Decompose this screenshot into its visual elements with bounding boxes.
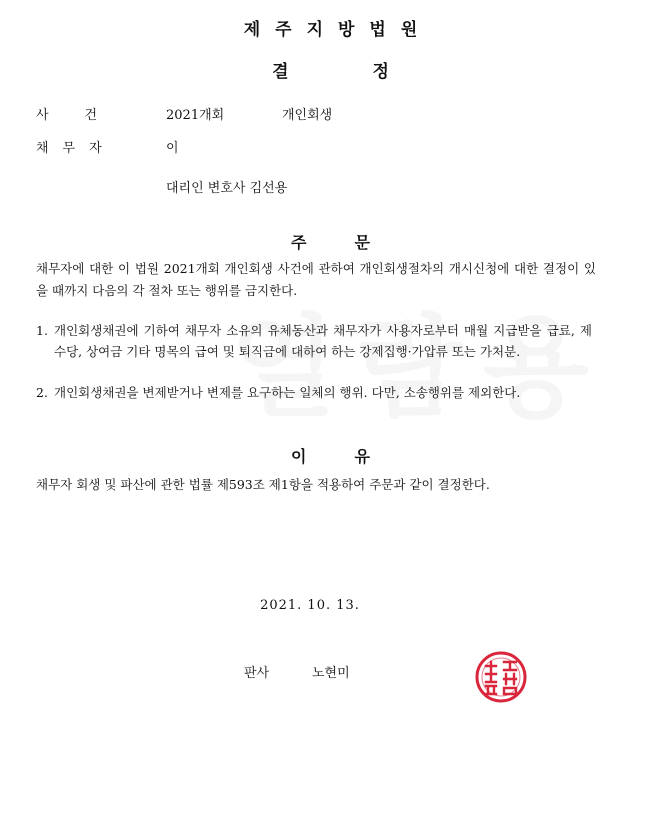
case-label: 사건	[36, 108, 134, 123]
order-heading: 주문	[291, 233, 418, 252]
order-item-text: 개인회생채권에 기하여 채무자 소유의 유체동산과 채무자가 사용자로부터 매월 지급받을 급료, 제수당, 상여금 기타 명목의 급여 및 퇴직금에 대하여 하는 강제집행·가압류 또는 가처분.	[54, 323, 592, 359]
case-type: 개인회생	[282, 108, 333, 123]
reason-text: 채무자 회생 및 파산에 관한 법률 제593조 제1항을 적용하여 주문과 같이 결정한다.	[36, 477, 490, 492]
judge-name: 노현미	[312, 666, 350, 681]
order-item-text: 개인회생채권을 변제받거나 변제를 요구하는 일체의 행위. 다만, 소송행위를 제외한다.	[54, 385, 521, 400]
document-title: 결정	[272, 62, 473, 82]
debtor-name: 이	[166, 141, 179, 156]
order-item-2	[36, 382, 592, 403]
decision-date: 2021. 10. 13.	[260, 598, 360, 613]
order-intro: 채무자에 대한 이 법원 2021개회 개인회생 사건에 관하여 개인회생절차의 개시신청에 대한 결정이 있을 때까지 다음의 각 절차 또는 행위를 금지한다.	[36, 261, 596, 298]
judge-seal	[474, 650, 528, 704]
order-item-number: 2.	[36, 385, 48, 400]
judge-label: 판사	[244, 666, 270, 681]
order-item-1	[36, 320, 592, 362]
reason-heading: 이유	[291, 447, 418, 466]
court-name: 제주지방법원	[243, 20, 433, 40]
case-number: 2021개회	[166, 108, 225, 123]
order-item-number: 1.	[36, 323, 48, 338]
debtor-label: 채무자	[36, 141, 116, 156]
agent: 대리인 변호사 김선용	[166, 181, 288, 196]
